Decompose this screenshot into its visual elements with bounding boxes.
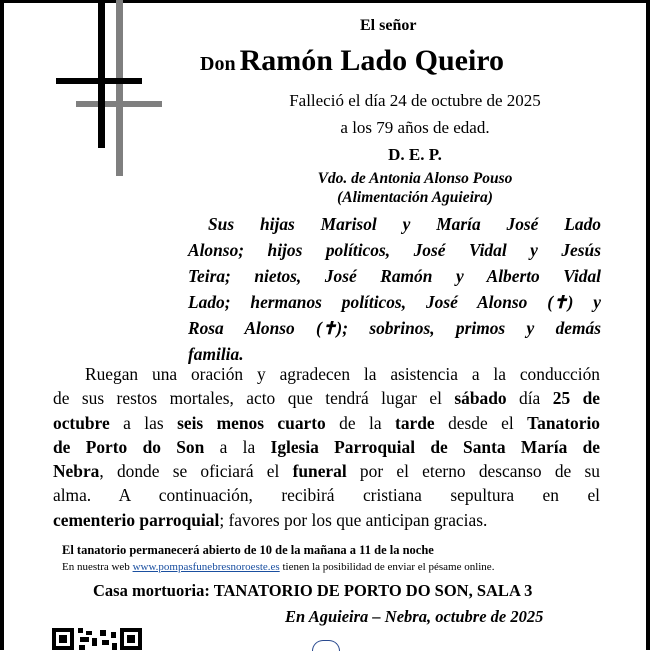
title-prefix: El señor	[360, 17, 417, 34]
funeral-home-logo	[312, 640, 340, 651]
tanatorio-hours: El tanatorio permanecerá abierto de 10 de la mañana a 11 de la noche	[62, 543, 434, 557]
ceremony-line	[53, 459, 600, 483]
web-suffix: tienen la posibilidad de enviar el pésame online.	[279, 561, 495, 573]
funeral-home-label: Casa mortuoria:	[93, 581, 214, 600]
ceremony-line	[53, 411, 600, 435]
text-run: , donde se oficiará el	[99, 461, 293, 482]
text-run-bold: cementerio parroquial	[53, 509, 220, 530]
text-run: a la	[204, 436, 271, 457]
place-date: En Aguieira – Nebra, octubre de 2025	[285, 607, 544, 626]
text-run: ; favores por los que anticipan gracias.	[219, 509, 488, 530]
web-condolence-line	[62, 561, 494, 573]
ceremony-line	[53, 508, 600, 532]
text-run-bold: funeral	[292, 461, 347, 482]
ceremony-line	[53, 362, 600, 386]
text-run-bold: de Porto do Son	[53, 436, 205, 457]
widower-line: Vdo. de Antonia Alonso Pouso	[317, 170, 513, 187]
family-paragraph	[188, 211, 601, 367]
text-run-bold: Nebra	[53, 461, 100, 482]
honorific: Don	[200, 53, 236, 75]
text-run: día	[506, 388, 553, 409]
cross-gray-vertical	[116, 0, 123, 176]
family-line: Alonso; hijos políticos, José Vidal y Jesús	[188, 240, 601, 260]
text-run-bold: Tanatorio	[527, 412, 600, 433]
ceremony-line	[53, 483, 600, 507]
web-prefix: En nuestra web	[62, 561, 133, 573]
text-run-bold: seis menos cuarto	[177, 412, 326, 433]
ceremony-line	[53, 435, 600, 459]
frame-right-border	[646, 0, 650, 650]
text-run: Ruegan una oración y agradecen la asistencia a la conducción	[85, 364, 600, 384]
text-run-bold: 25 de	[552, 388, 600, 409]
text-run-bold: tarde	[395, 412, 435, 433]
family-line: Rosa Alonso (✝); sobrinos, primos y demás	[188, 318, 601, 338]
website-link[interactable]: www.pompasfunebresnoroeste.es	[132, 561, 280, 573]
cross-black-vertical	[98, 0, 105, 148]
funeral-home-value: TANATORIO DE PORTO DO SON, SALA 3	[213, 581, 533, 600]
ceremony-line	[53, 386, 600, 410]
dep-text: D. E. P.	[388, 145, 442, 164]
text-run-bold: sábado	[454, 388, 507, 409]
family-line: Teira; nietos, José Ramón y Alberto Vidal	[188, 266, 601, 286]
business-line: (Alimentación Aguieira)	[337, 189, 493, 206]
deceased-name: Ramón Lado Queiro	[239, 44, 505, 77]
family-line: Lado; hermanos políticos, José Alonso (✝) y	[188, 292, 601, 312]
text-run: alma. A continuación, recibirá cristiana sepultura en el	[53, 485, 600, 506]
text-run: desde el	[434, 412, 528, 433]
deceased-name-line	[200, 44, 504, 78]
funeral-home-line	[93, 581, 532, 601]
cross-black-horizontal	[56, 78, 142, 84]
death-age: a los 79 años de edad.	[340, 118, 490, 137]
text-run: de sus restos mortales, acto que tendrá lugar el	[53, 388, 455, 409]
cross-gray-horizontal	[76, 101, 162, 107]
qr-code-icon	[52, 628, 142, 650]
frame-left-border	[0, 0, 4, 650]
ceremony-paragraph	[53, 362, 600, 532]
family-line: Sus hijas Marisol y María José Lado	[208, 214, 601, 234]
text-run-bold: octubre	[53, 412, 110, 433]
text-run: a las	[109, 412, 178, 433]
text-run: por el eterno descanso de su	[346, 461, 600, 482]
family-line: familia.	[188, 344, 244, 364]
text-run-bold: Iglesia Parroquial de Santa María de	[270, 436, 600, 457]
text-run: de la	[325, 412, 396, 433]
death-date: Falleció el día 24 de octubre de 2025	[289, 91, 541, 110]
